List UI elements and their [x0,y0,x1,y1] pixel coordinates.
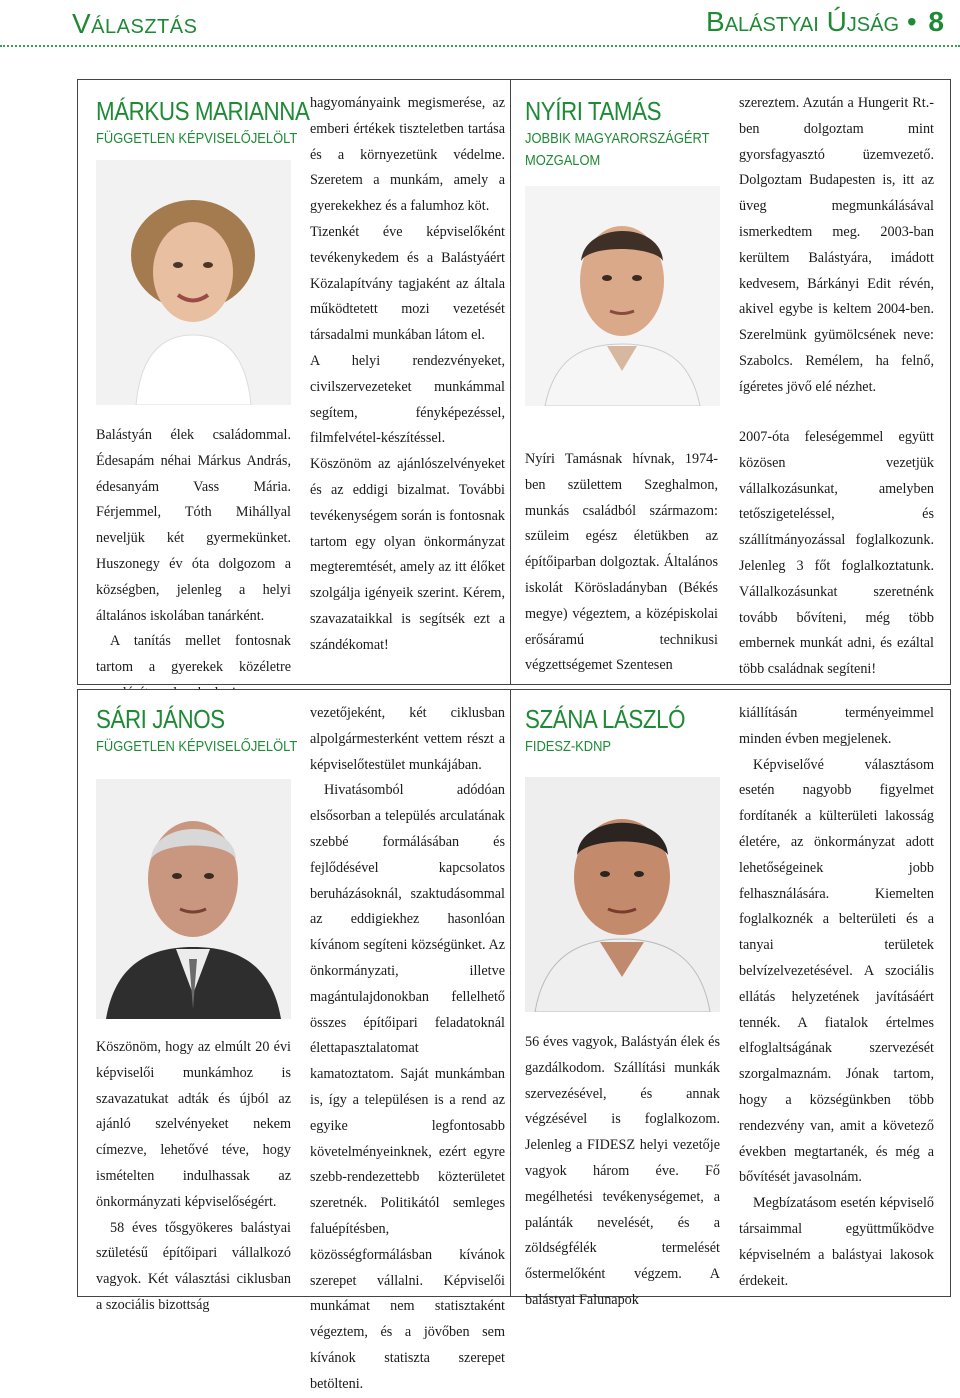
paragraph: A tanítás mellet fontosnak tartom a gyerekek közéletre [96,633,291,676]
portrait-man-icon [525,777,720,1012]
candidate-party-line2: MOZGALOM [525,152,601,169]
page-number: 8 [928,6,944,37]
candidate-text-col1 [525,447,718,679]
paragraph: Balástyán élek családommal. Édesapám néhai Márkus András, édesanyám Vass Mária. Férjemmel, Tóth Mihállyal neveljük két gyermekünket. Huszonegy év óta dolgozom a községben, jelenleg a helyi általános iskolában tanárként. [96,427,291,624]
candidate-text-col2 [739,701,934,1294]
paragraph: Köszönöm az ajánlószelvényeket és az eddigi bizalmat. További tevékenységem során is fontosnak tartom egy olyan önkormányzat megteremtését, amely az itt élőket szolgálja igényeik szerint. Kérem, szavazataikkal is segítsék ezt a szándékomat! [310,456,505,653]
portrait-woman-icon [96,160,291,405]
candidate-party: FÜGGETLEN KÉPVISELŐJELÖLT [96,130,298,147]
candidate-text-col1 [96,1035,291,1319]
paragraph: vezetőjeként, két ciklusban alpolgármesterként vettem részt a képviselőtestület munkájában. [310,705,505,773]
paragraph: Megbízatásom esetén képviselő társaimmal együttműködve képviselném a balástyai lakosok érdekeit. [739,1195,934,1289]
candidate-text-col2 [310,701,505,1398]
candidate-text-col1 [96,423,291,707]
candidate-name: NYÍRI TAMÁS JOBBIK MAGYARORSZÁGÉRT MOZGALOM [525,96,739,172]
candidate-party: FÜGGETLEN KÉPVISELŐJELÖLT [96,738,298,755]
candidate-party-line1: JOBBIK MAGYARORSZÁGÉRT [525,130,710,147]
paragraph: 2007-óta feleségemmel együtt közösen vezetjük vállalkozásunkat, amelyben tetőszigeteléssel, és szállítmányozással foglalkozunk. Jelenleg 3 főt foglalkoztatunk. Vállalkozásunkat szeretnénk tovább bővíteni, még több embernek munkát adni, és ezáltal több családnak segíteni! [739,429,934,678]
paragraph: Képviselővé választásom esetén nagyobb figyelmet fordítanék a külterületi lakosság életére, az önkormányzat adott lehetőségeinek jobb felhasználására. Kiemelten foglalkoznék a belterületi és a tanyai területek belvízelvezetésével. A szociális ellátás helyzetének javításáért tennék. A fiatalok értelmes elfoglaltságának szervezését szorgalmaznám. Jónak tartom, hogy a községünkben több rendezvény van, amit a követező években megtartanék, és még a bővítését javasolnám. [739,756,934,1186]
section-title: Választás [72,8,198,39]
paragraph: hagyományaink megismerése, az emberi értékek tiszteletben tartása és a környezetünk védelme. Szeretem a munkám, amely a gyerekekhez és a falumhoz köt. [310,95,505,215]
portrait-older-man-icon [96,779,291,1019]
newspaper-name: Balástyai Újság [706,6,900,37]
paragraph: Hivatásomból adódóan elsősorban a település arculatának szebbé formálásában és fejlődésével kapcsolatos beruházásoknál, szaktudásommal az eddigiekhez hasonlóan kívánom segíteni községünket. Az önkormányzati, illetve magántulajdonokban fellelhető összes építőipari feladatoknál élettapasztalatomat kamatoztatom. Saját munkámban is, így a településen is a rend az egyike legfontosabb követelményeinknek, ezért egyre szebb-rendezettebb közterületet szeretnék. Politikától semleges faluépítésben, közösségformálásban kívánok szerepet vállalni. Képviselői munkámat nem statisztaként végeztem, és a jövőben sem kívánok statiszta szerepet betölteni. [310,782,505,1392]
newspaper-title [706,6,944,38]
candidate-text-col2-bottom [739,425,934,683]
candidate-name: SZÁNA LÁSZLÓ FIDESZ-KDNP [525,704,711,758]
paragraph: Nyíri Tamásnak hívnak, 1974-ben születtem Szeghalmon, munkás családból származom: szüleim egész életükben az építőiparban dolgoztak. Általános iskolát Körösladányban (Békés megye) végeztem, a középiskolai erősáramú technikusi végzettségemet Szentesen [525,451,718,674]
candidate-text-col1 [525,1030,720,1314]
paragraph: szereztem. Azután a Hungerit Rt.-ben dolgoztam mint gyorsfagyasztó üzemvezető. Dolgoztam Budapesten is, itt az üveg megmunkálásával ismerkedtem meg. 2003-ban kerültem Balástyára, imádott kedvesem, Bárkányi Edit révén, akivel egybe is keltem 2004-ben. Szerelmünk gyümölcsének neve: Szabolcs. Remélem, ha felnő, ígéretes jövő elé nézhet. [739,95,934,395]
paragraph: A helyi rendezvényeket, civilszervezeteket munkámmal segítem, fényképezéssel, filmfelvétel-készítéssel. [310,352,505,447]
paragraph: Köszönöm, hogy az elmúlt 20 évi képviselői munkámhoz is szavazatukat adták és újból az ajánló szelvényeket nekem címezve, lehetővé téve, hogy ismételten indulhassak az önkormányzati képviselőségért. [96,1039,291,1210]
candidate-name: SÁRI JÁNOS FÜGGETLEN KÉPVISELŐJELÖLT [96,704,330,758]
paragraph: 56 éves vagyok, Balástyán élek és gazdálkodom. Szállítási munkák szervezésével, és annak végzésével is foglalkozom. Jelenleg a FIDESZ helyi vezetője vagyok három éve. Fő megélhetési tevékenységemet, a palánták nevelését, és a zöldségfélék termelését őstermelőként végzem. A balástyai Falunapok [525,1034,720,1308]
paragraph: Tizenkét éve képviselőként tevékenykedem és a Balástyáért Közalapítvány tagjaként az általa működtetett mozi vezetését társadalmi munkában látom el. [310,223,505,344]
bullet-separator: • [906,6,917,37]
portrait-man-icon [525,186,720,406]
candidate-name: MÁRKUS MARIANNA FÜGGETLEN KÉPVISELŐJELÖLT [96,96,344,150]
paragraph: kiállításán terményeimmel minden évben megjelenek. [739,705,934,747]
candidate-text-col2 [310,91,505,659]
header-dotted-rule [0,45,960,47]
candidate-text-col2-top [739,91,934,401]
candidate-party: FIDESZ-KDNP [525,738,612,755]
paragraph: 58 éves tősgyökeres balástyai születésű építőipari vállalkozó vagyok. Két választási ciklusban a szociális bizottság [96,1219,291,1313]
